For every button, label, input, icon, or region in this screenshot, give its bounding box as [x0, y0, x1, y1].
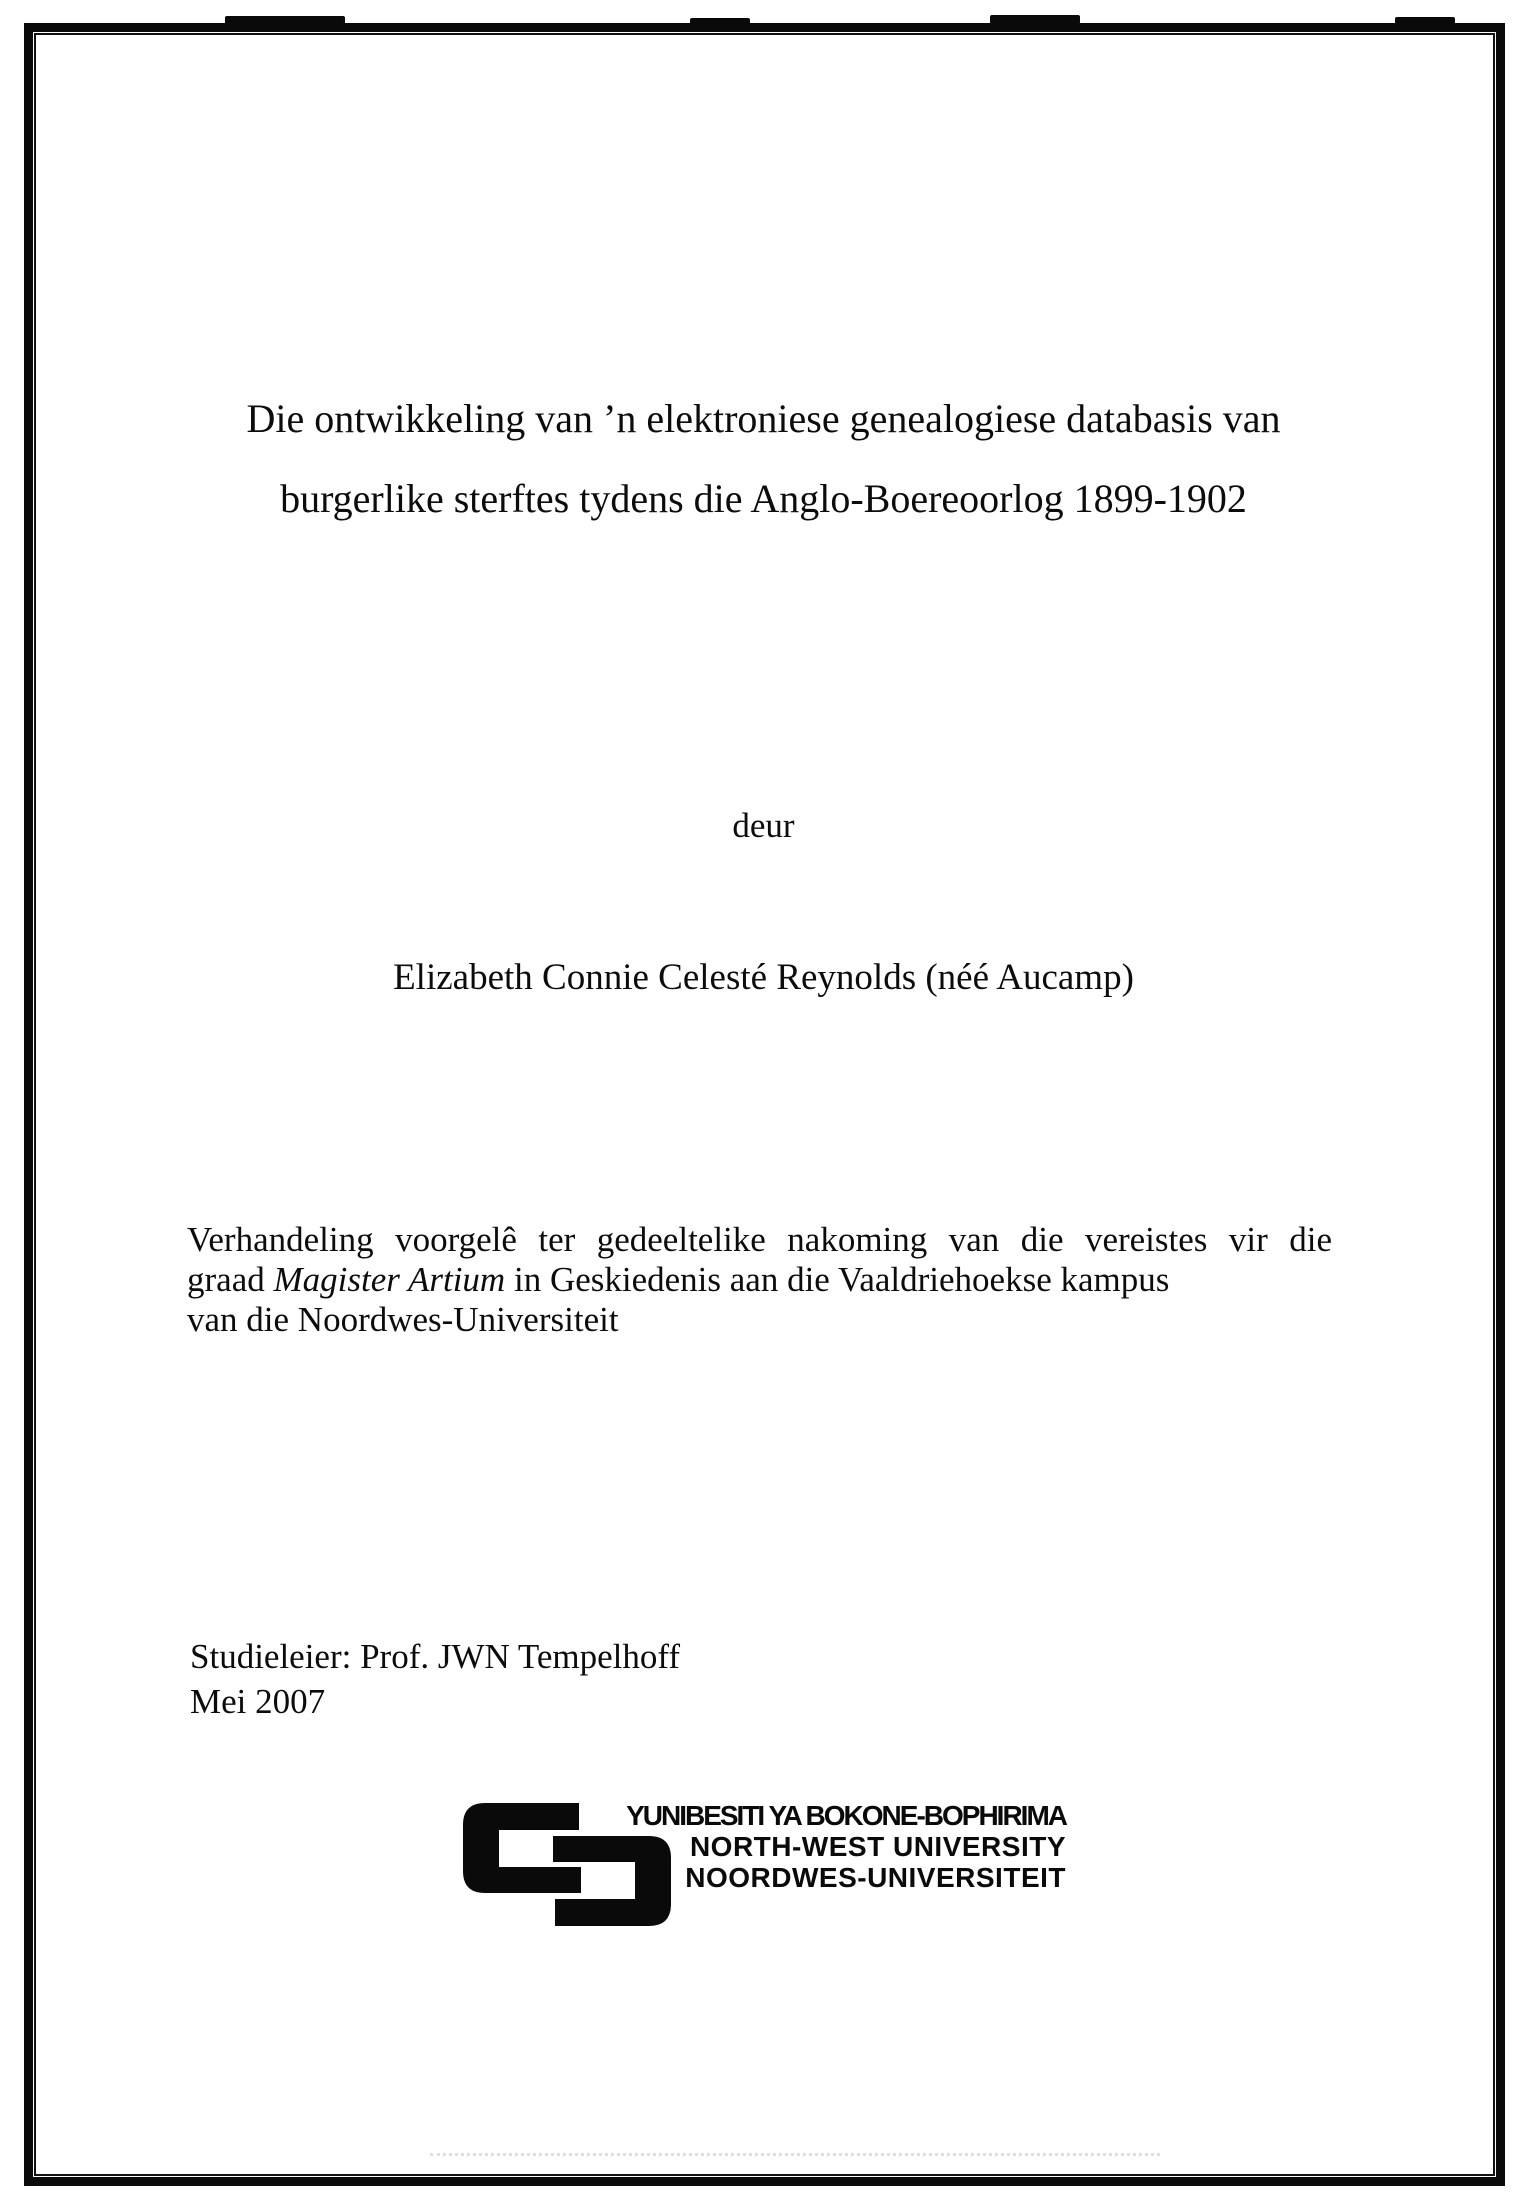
declaration-line-2	[187, 1260, 1332, 1300]
logo-line-english: NORTH-WEST UNIVERSITY	[689, 1831, 1066, 1862]
declaration-line-2-suffix: in Geskiedenis aan die Vaaldriehoekse kampus	[505, 1260, 1170, 1299]
supervisor-line: Studieleier: Prof. JWN Tempelhoff	[190, 1637, 681, 1676]
declaration-line-3: van die Noordwes-Universiteit	[187, 1300, 619, 1339]
scan-smudge	[1395, 17, 1455, 25]
declaration-line-2-prefix: graad	[187, 1260, 274, 1299]
scan-smudge	[690, 18, 750, 25]
thesis-title-line-1: Die ontwikkeling van ’n elektroniese genealogiese databasis van	[246, 396, 1281, 441]
logo-line-afrikaans: NOORDWES-UNIVERSITEIT	[685, 1862, 1066, 1893]
thesis-title	[60, 379, 1467, 539]
declaration-paragraph	[187, 1220, 1332, 1340]
thesis-title-line-2: burgerlike sterftes tydens die Anglo-Boereoorlog 1899-1902	[280, 476, 1247, 521]
date-line: Mei 2007	[190, 1682, 326, 1721]
logo-wordmark	[588, 1800, 1066, 1893]
author-name: Elizabeth Connie Celesté Reynolds (néé Aucamp)	[393, 957, 1134, 998]
degree-name-italic: Magister Artium	[273, 1260, 506, 1299]
scan-smudge	[990, 15, 1080, 24]
logo-line-setswana: YUNIBESITI YA BOKONE-BOPHIRIMA	[626, 1800, 1066, 1831]
university-logo	[463, 1800, 1073, 1930]
byline-deur: deur	[732, 806, 795, 845]
scan-smudge	[225, 16, 345, 25]
supervisor-block	[190, 1634, 680, 1724]
scan-ghost-marks	[430, 2153, 1160, 2156]
declaration-line-1: Verhandeling voorgelê ter gedeeltelike nakoming van die vereistes vir die	[187, 1220, 1332, 1259]
